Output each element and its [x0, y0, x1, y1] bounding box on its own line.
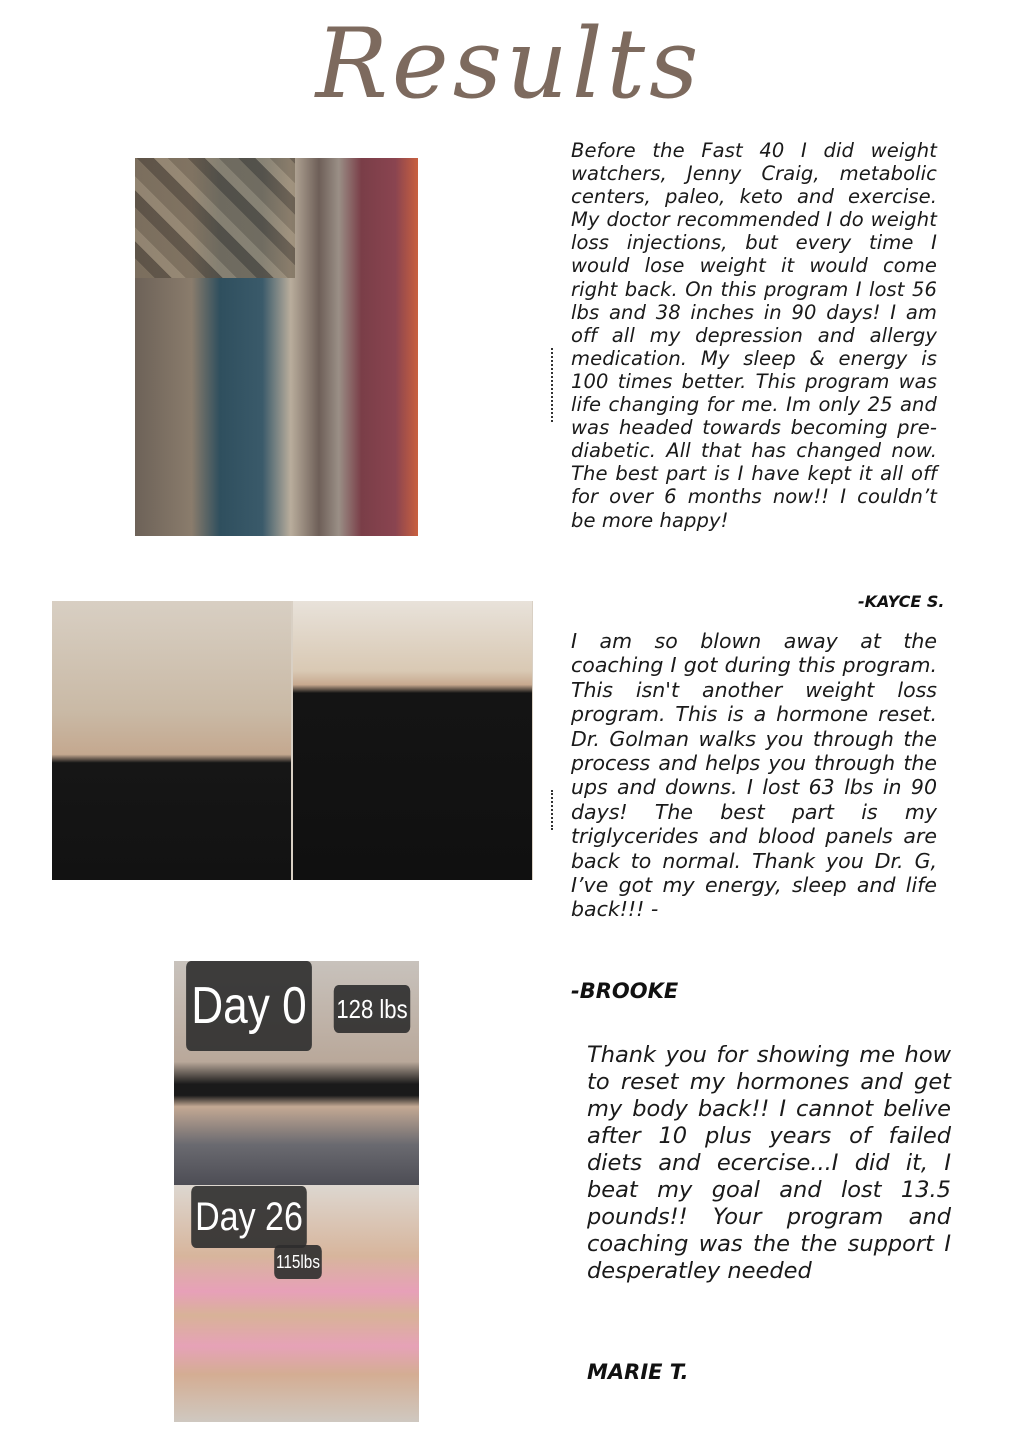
testimonial-author: -KAYCE S. [858, 592, 945, 611]
after-photo [293, 601, 532, 880]
stone-wall-background [135, 158, 295, 278]
testimonial-text: I am so blown away at the coaching I got during this program. This isn't another weight loss program. This is a hormone reset. Dr. Golman walks you through the process and helps you through the ups and downs. I lost 63 lbs in 90 days! The best part is my triglycerides and blood panels are back to normal. Thank you Dr. G, I’ve got my energy, sleep and life back!!! - [571, 629, 937, 922]
testimonial-author: -BROOKE [571, 979, 679, 1003]
day26-label: Day 26 [191, 1186, 307, 1248]
before-after-photo-marie [174, 961, 419, 1422]
before-after-photo-kayce [135, 158, 418, 536]
day0-label: Day 0 [186, 961, 312, 1051]
dotted-divider [551, 790, 553, 830]
testimonial-author: MARIE T. [587, 1360, 689, 1384]
before-after-photo-brooke [52, 601, 533, 880]
before-photo [52, 601, 291, 880]
day26-weight: 115lbs [274, 1245, 322, 1279]
day0-weight: 128 lbs [334, 985, 411, 1033]
dotted-divider [551, 348, 553, 422]
testimonial-text: Before the Fast 40 I did weight watchers, Jenny Craig, metabolic centers, paleo, keto and exercise. My doctor recommended I do weight loss injections, but every time I would lose weight it would come right back. On this program I lost 56 lbs and 38 inches in 90 days! I am off all my depression and allergy medication. My sleep & energy is 100 times better. This program was life changing for me. Im only 25 and was headed towards becoming pre-diabetic. All that has changed now. The best part is I have kept it all off for over 6 months now!! I couldn’t be more happy! [571, 139, 937, 532]
page-title: Results [315, 8, 703, 120]
testimonial-text: Thank you for showing me how to reset my hormones and get my body back!! I cannot belive after 10 plus years of failed diets and ecercise...I did it, I beat my goal and lost 13.5 pounds!! Your program and coaching was the the support I desperatley needed [587, 1042, 951, 1284]
